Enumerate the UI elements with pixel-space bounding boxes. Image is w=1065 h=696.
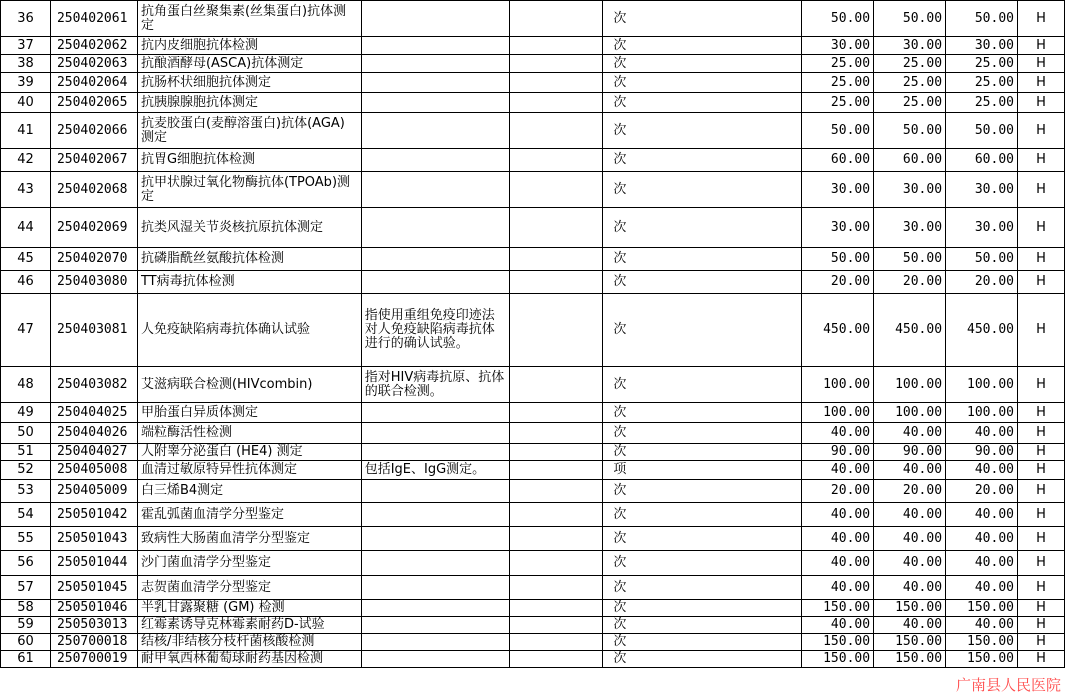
item-description [361,617,509,634]
item-code: 250403081 [50,294,137,367]
price-level-3: 50.00 [946,248,1018,271]
price-level-3: 40.00 [946,551,1018,576]
item-unit: 次 [603,367,802,403]
price-level-2: 100.00 [874,367,946,403]
item-unit: 次 [603,208,802,248]
price-level-2: 50.00 [874,113,946,149]
row-number: 59 [1,617,51,634]
price-level-1: 150.00 [802,651,874,668]
item-class: H [1018,423,1065,444]
table-row [1,172,1065,208]
row-number: 43 [1,172,51,208]
row-number: 48 [1,367,51,403]
price-level-2: 40.00 [874,503,946,527]
price-level-3: 30.00 [946,37,1018,55]
item-name: 致病性大肠菌血清学分型鉴定 [137,527,361,551]
item-exclusions [509,480,603,503]
item-name: 艾滋病联合检测(HIVcombin) [137,367,361,403]
item-code: 250405008 [50,461,137,480]
item-name: 抗胰腺腺胞抗体测定 [137,93,361,113]
price-level-1: 25.00 [802,93,874,113]
price-level-3: 40.00 [946,617,1018,634]
item-class: H [1018,294,1065,367]
price-level-3: 25.00 [946,73,1018,93]
price-level-3: 40.00 [946,461,1018,480]
item-class: H [1018,149,1065,172]
price-level-2: 40.00 [874,527,946,551]
price-level-2: 40.00 [874,576,946,600]
price-level-1: 40.00 [802,551,874,576]
item-name: 抗胃G细胞抗体检测 [137,149,361,172]
price-level-3: 150.00 [946,634,1018,651]
item-description [361,149,509,172]
item-description [361,271,509,294]
item-code: 250405009 [50,480,137,503]
item-name: 抗内皮细胞抗体检测 [137,37,361,55]
table-row [1,55,1065,73]
price-level-3: 40.00 [946,527,1018,551]
item-class: H [1018,444,1065,461]
item-unit: 次 [603,600,802,617]
item-class: H [1018,617,1065,634]
item-class: H [1018,503,1065,527]
item-code: 250404026 [50,423,137,444]
price-level-3: 30.00 [946,208,1018,248]
item-class: H [1018,208,1065,248]
item-unit: 次 [603,55,802,73]
item-unit: 次 [603,73,802,93]
item-unit: 次 [603,480,802,503]
price-level-2: 60.00 [874,149,946,172]
table-row [1,93,1065,113]
item-description [361,403,509,423]
item-class: H [1018,1,1065,37]
item-class: H [1018,248,1065,271]
item-description [361,1,509,37]
item-code: 250404027 [50,444,137,461]
item-name: 耐甲氧西林葡萄球耐药基因检测 [137,651,361,668]
item-description [361,576,509,600]
item-unit: 次 [603,423,802,444]
item-class: H [1018,113,1065,149]
item-unit: 次 [603,248,802,271]
price-level-3: 25.00 [946,93,1018,113]
item-name: 抗角蛋白丝聚集素(丝集蛋白)抗体测定 [137,1,361,37]
item-description [361,423,509,444]
price-level-3: 150.00 [946,651,1018,668]
item-code: 250501044 [50,551,137,576]
row-number: 56 [1,551,51,576]
price-level-3: 100.00 [946,403,1018,423]
item-class: H [1018,651,1065,668]
table-row [1,503,1065,527]
table-row [1,403,1065,423]
item-class: H [1018,527,1065,551]
row-number: 44 [1,208,51,248]
item-class: H [1018,480,1065,503]
price-level-1: 40.00 [802,576,874,600]
price-level-2: 40.00 [874,461,946,480]
table-row [1,248,1065,271]
table-row [1,1,1065,37]
item-name: 抗麦胶蛋白(麦醇溶蛋白)抗体(AGA)测定 [137,113,361,149]
row-number: 42 [1,149,51,172]
item-code: 250501042 [50,503,137,527]
hospital-watermark: 广南县人民医院 [955,676,1061,694]
item-description [361,444,509,461]
price-level-2: 150.00 [874,634,946,651]
table-row [1,294,1065,367]
item-class: H [1018,403,1065,423]
item-name: 人免疫缺陷病毒抗体确认试验 [137,294,361,367]
price-level-1: 60.00 [802,149,874,172]
item-class: H [1018,600,1065,617]
item-unit: 次 [603,634,802,651]
item-exclusions [509,1,603,37]
item-class: H [1018,55,1065,73]
item-description [361,93,509,113]
price-level-2: 50.00 [874,1,946,37]
item-code: 250501045 [50,576,137,600]
price-level-1: 40.00 [802,461,874,480]
row-number: 39 [1,73,51,93]
row-number: 46 [1,271,51,294]
item-code: 250404025 [50,403,137,423]
item-unit: 次 [603,444,802,461]
price-level-1: 50.00 [802,248,874,271]
item-code: 250402062 [50,37,137,55]
price-level-3: 100.00 [946,367,1018,403]
table-row [1,617,1065,634]
item-description [361,37,509,55]
item-description [361,600,509,617]
item-description [361,480,509,503]
item-exclusions [509,37,603,55]
price-level-1: 90.00 [802,444,874,461]
item-description [361,73,509,93]
item-name: 红霉素诱导克林霉素耐药D-试验 [137,617,361,634]
item-name: 霍乱弧菌血清学分型鉴定 [137,503,361,527]
row-number: 51 [1,444,51,461]
row-number: 58 [1,600,51,617]
item-name: 半乳甘露聚糖 (GM) 检测 [137,600,361,617]
item-exclusions [509,55,603,73]
item-code: 250402068 [50,172,137,208]
table-row [1,461,1065,480]
row-number: 41 [1,113,51,149]
item-name: 端粒酶活性检测 [137,423,361,444]
price-level-3: 50.00 [946,1,1018,37]
table-row [1,576,1065,600]
price-level-3: 40.00 [946,423,1018,444]
row-number: 40 [1,93,51,113]
price-level-1: 100.00 [802,367,874,403]
item-unit: 次 [603,617,802,634]
item-exclusions [509,576,603,600]
item-exclusions [509,367,603,403]
item-code: 250402067 [50,149,137,172]
price-level-3: 90.00 [946,444,1018,461]
item-exclusions [509,113,603,149]
item-exclusions [509,149,603,172]
item-class: H [1018,93,1065,113]
price-level-1: 40.00 [802,527,874,551]
item-code: 250403082 [50,367,137,403]
item-code: 250503013 [50,617,137,634]
row-number: 49 [1,403,51,423]
row-number: 45 [1,248,51,271]
item-class: H [1018,551,1065,576]
price-level-1: 20.00 [802,480,874,503]
item-exclusions [509,461,603,480]
item-class: H [1018,37,1065,55]
item-description [361,208,509,248]
row-number: 36 [1,1,51,37]
price-level-2: 50.00 [874,248,946,271]
price-level-2: 25.00 [874,73,946,93]
item-class: H [1018,367,1065,403]
price-level-2: 30.00 [874,172,946,208]
item-exclusions [509,651,603,668]
price-level-1: 50.00 [802,113,874,149]
item-exclusions [509,617,603,634]
item-code: 250402063 [50,55,137,73]
price-level-2: 150.00 [874,600,946,617]
row-number: 54 [1,503,51,527]
item-unit: 次 [603,651,802,668]
item-exclusions [509,444,603,461]
price-level-3: 450.00 [946,294,1018,367]
row-number: 50 [1,423,51,444]
item-description [361,248,509,271]
item-exclusions [509,248,603,271]
table-row [1,73,1065,93]
item-unit: 次 [603,294,802,367]
price-level-3: 150.00 [946,600,1018,617]
row-number: 52 [1,461,51,480]
item-code: 250700018 [50,634,137,651]
row-number: 61 [1,651,51,668]
item-class: H [1018,73,1065,93]
item-unit: 次 [603,37,802,55]
price-level-3: 20.00 [946,271,1018,294]
item-exclusions [509,503,603,527]
row-number: 38 [1,55,51,73]
table-row [1,634,1065,651]
item-code: 250501043 [50,527,137,551]
price-level-3: 60.00 [946,149,1018,172]
price-level-2: 40.00 [874,551,946,576]
item-exclusions [509,208,603,248]
price-level-2: 40.00 [874,617,946,634]
item-class: H [1018,172,1065,208]
item-unit: 项 [603,461,802,480]
price-level-3: 25.00 [946,55,1018,73]
item-description [361,651,509,668]
table-row [1,149,1065,172]
price-level-1: 30.00 [802,208,874,248]
item-description [361,113,509,149]
item-exclusions [509,73,603,93]
item-name: TT病毒抗体检测 [137,271,361,294]
item-unit: 次 [603,403,802,423]
price-level-1: 25.00 [802,55,874,73]
price-level-1: 40.00 [802,503,874,527]
price-level-3: 40.00 [946,503,1018,527]
row-number: 60 [1,634,51,651]
price-level-2: 90.00 [874,444,946,461]
item-name: 结核/非结核分枝杆菌核酸检测 [137,634,361,651]
price-level-2: 25.00 [874,93,946,113]
item-code: 250402064 [50,73,137,93]
item-code: 250402070 [50,248,137,271]
row-number: 47 [1,294,51,367]
price-level-1: 25.00 [802,73,874,93]
price-level-1: 40.00 [802,423,874,444]
item-name: 抗酿酒酵母(ASCA)抗体测定 [137,55,361,73]
item-name: 白三烯B4测定 [137,480,361,503]
item-unit: 次 [603,149,802,172]
item-description: 包括IgE、IgG测定。 [361,461,509,480]
item-unit: 次 [603,503,802,527]
price-level-2: 20.00 [874,480,946,503]
item-name: 血清过敏原特异性抗体测定 [137,461,361,480]
table-row [1,651,1065,668]
item-unit: 次 [603,1,802,37]
price-level-2: 40.00 [874,423,946,444]
price-level-2: 150.00 [874,651,946,668]
table-row [1,271,1065,294]
price-level-2: 30.00 [874,208,946,248]
item-description: 指使用重组免疫印迹法对人免疫缺陷病毒抗体进行的确认试验。 [361,294,509,367]
price-level-1: 30.00 [802,37,874,55]
item-exclusions [509,294,603,367]
row-number: 37 [1,37,51,55]
item-unit: 次 [603,93,802,113]
item-class: H [1018,576,1065,600]
price-level-1: 100.00 [802,403,874,423]
item-exclusions [509,423,603,444]
item-name: 甲胎蛋白异质体测定 [137,403,361,423]
item-exclusions [509,403,603,423]
item-exclusions [509,527,603,551]
item-code: 250402069 [50,208,137,248]
table-row [1,37,1065,55]
price-level-3: 30.00 [946,172,1018,208]
item-exclusions [509,172,603,208]
item-code: 250403080 [50,271,137,294]
table-row [1,480,1065,503]
item-name: 抗肠杯状细胞抗体测定 [137,73,361,93]
price-level-3: 20.00 [946,480,1018,503]
item-unit: 次 [603,113,802,149]
price-level-2: 30.00 [874,37,946,55]
price-level-3: 50.00 [946,113,1018,149]
item-class: H [1018,461,1065,480]
row-number: 53 [1,480,51,503]
price-level-2: 100.00 [874,403,946,423]
price-level-1: 450.00 [802,294,874,367]
item-class: H [1018,271,1065,294]
item-name: 人附睾分泌蛋白 (HE4) 测定 [137,444,361,461]
table-row [1,600,1065,617]
item-code: 250402061 [50,1,137,37]
item-unit: 次 [603,271,802,294]
item-description [361,634,509,651]
item-description [361,527,509,551]
item-name: 沙门菌血清学分型鉴定 [137,551,361,576]
table-row [1,113,1065,149]
item-exclusions [509,93,603,113]
price-level-1: 50.00 [802,1,874,37]
price-level-1: 150.00 [802,600,874,617]
item-name: 抗类风湿关节炎核抗原抗体测定 [137,208,361,248]
price-level-2: 450.00 [874,294,946,367]
item-description [361,55,509,73]
item-name: 抗磷脂酰丝氨酸抗体检测 [137,248,361,271]
item-code: 250402065 [50,93,137,113]
table-row [1,527,1065,551]
item-unit: 次 [603,551,802,576]
price-level-3: 40.00 [946,576,1018,600]
table-row [1,444,1065,461]
price-level-2: 25.00 [874,55,946,73]
table-row [1,423,1065,444]
item-class: H [1018,634,1065,651]
item-unit: 次 [603,172,802,208]
table-row [1,367,1065,403]
item-exclusions [509,600,603,617]
price-level-1: 20.00 [802,271,874,294]
price-level-1: 150.00 [802,634,874,651]
item-code: 250402066 [50,113,137,149]
price-level-1: 40.00 [802,617,874,634]
row-number: 55 [1,527,51,551]
item-unit: 次 [603,576,802,600]
row-number: 57 [1,576,51,600]
table-row [1,208,1065,248]
item-exclusions [509,551,603,576]
item-unit: 次 [603,527,802,551]
item-exclusions [509,271,603,294]
item-description [361,551,509,576]
price-level-1: 30.00 [802,172,874,208]
table-row [1,551,1065,576]
item-exclusions [509,634,603,651]
item-name: 抗甲状腺过氧化物酶抗体(TPOAb)测定 [137,172,361,208]
item-name: 志贺菌血清学分型鉴定 [137,576,361,600]
item-code: 250700019 [50,651,137,668]
item-description [361,172,509,208]
item-code: 250501046 [50,600,137,617]
item-description: 指对HIV病毒抗原、抗体的联合检测。 [361,367,509,403]
price-level-2: 20.00 [874,271,946,294]
item-description [361,503,509,527]
